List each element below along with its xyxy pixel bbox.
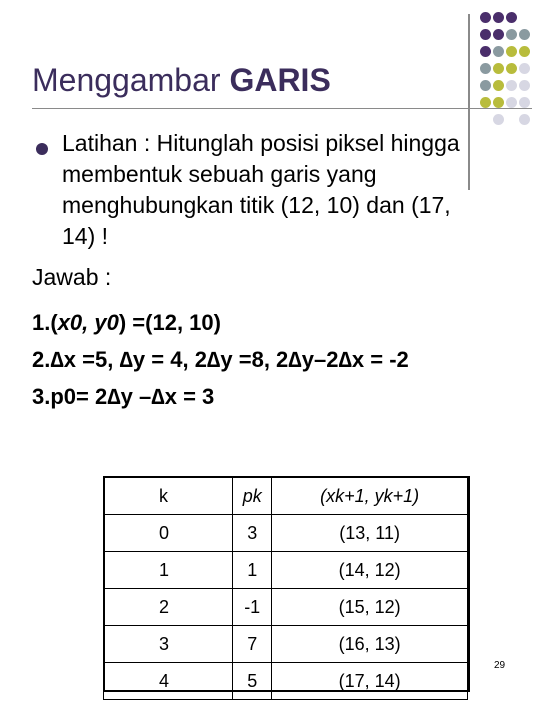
- dot: [506, 80, 517, 91]
- dot: [519, 46, 530, 57]
- cell-point: (15, 12): [272, 589, 468, 626]
- cell-pk: 7: [233, 626, 272, 663]
- dot: [493, 63, 504, 74]
- slide-title-bold: GARIS: [229, 62, 331, 98]
- dot: [506, 46, 517, 57]
- exercise-text: Latihan : Hitunglah posisi piksel hingga membentuk sebuah garis yang menghubungkan titik (12, 10) dan (17, 14) !: [62, 130, 460, 249]
- cell-pk: 3: [233, 515, 272, 552]
- dot: [480, 80, 491, 91]
- iteration-table: [103, 477, 468, 700]
- dot: [506, 29, 517, 40]
- step-1-suffix: ) =(12, 10): [118, 310, 221, 335]
- cell-point: (14, 12): [272, 552, 468, 589]
- cell-pk: 1: [233, 552, 272, 589]
- cell-k: 2: [104, 589, 233, 626]
- table-row: [104, 515, 468, 552]
- dot: [506, 12, 517, 23]
- dot: [480, 63, 491, 74]
- dot: [519, 114, 530, 125]
- dot: [493, 29, 504, 40]
- header-k: k: [104, 478, 233, 515]
- cell-point: (16, 13): [272, 626, 468, 663]
- page-number: 29: [494, 660, 506, 671]
- dot: [480, 46, 491, 57]
- dot: [519, 97, 530, 108]
- cell-pk: 5: [233, 663, 272, 700]
- cell-k: 0: [104, 515, 233, 552]
- dot: [519, 29, 530, 40]
- dot: [493, 97, 504, 108]
- dot: [493, 80, 504, 91]
- cell-pk: -1: [233, 589, 272, 626]
- dot: [493, 46, 504, 57]
- cell-point: (13, 11): [272, 515, 468, 552]
- dot: [480, 97, 491, 108]
- dot: [506, 97, 517, 108]
- slide-title: [32, 62, 331, 99]
- dot: [519, 63, 530, 74]
- slide-title-normal: Menggambar: [32, 62, 230, 98]
- bullet-icon: [36, 143, 48, 155]
- step-3: 3.p0= 2∆y –∆x = 3: [32, 384, 215, 409]
- dot: [506, 63, 517, 74]
- cell-k: 4: [104, 663, 233, 700]
- answer-label: Jawab :: [32, 264, 112, 290]
- cell-point: (17, 14): [272, 663, 468, 700]
- header-pk: pk: [233, 478, 272, 515]
- step-1-prefix: 1.(: [32, 310, 58, 335]
- table-row: [104, 626, 468, 663]
- step-2: 2.∆x =5, ∆y = 4, 2∆y =8, 2∆y–2∆x = -2: [32, 347, 409, 372]
- table-row: [104, 552, 468, 589]
- table-row: [104, 589, 468, 626]
- title-underline: [32, 108, 532, 109]
- step-1-var: x0, y0: [57, 310, 119, 335]
- decorative-dot-grid: [478, 12, 540, 162]
- dot: [480, 12, 491, 23]
- table-header-row: [104, 478, 468, 515]
- dot: [493, 12, 504, 23]
- table-row: [104, 663, 468, 700]
- cell-k: 3: [104, 626, 233, 663]
- step-1: [32, 310, 221, 336]
- header-next-point: (xk+1, yk+1): [272, 478, 468, 515]
- dot: [519, 80, 530, 91]
- cell-k: 1: [104, 552, 233, 589]
- dot: [480, 29, 491, 40]
- dot: [493, 114, 504, 125]
